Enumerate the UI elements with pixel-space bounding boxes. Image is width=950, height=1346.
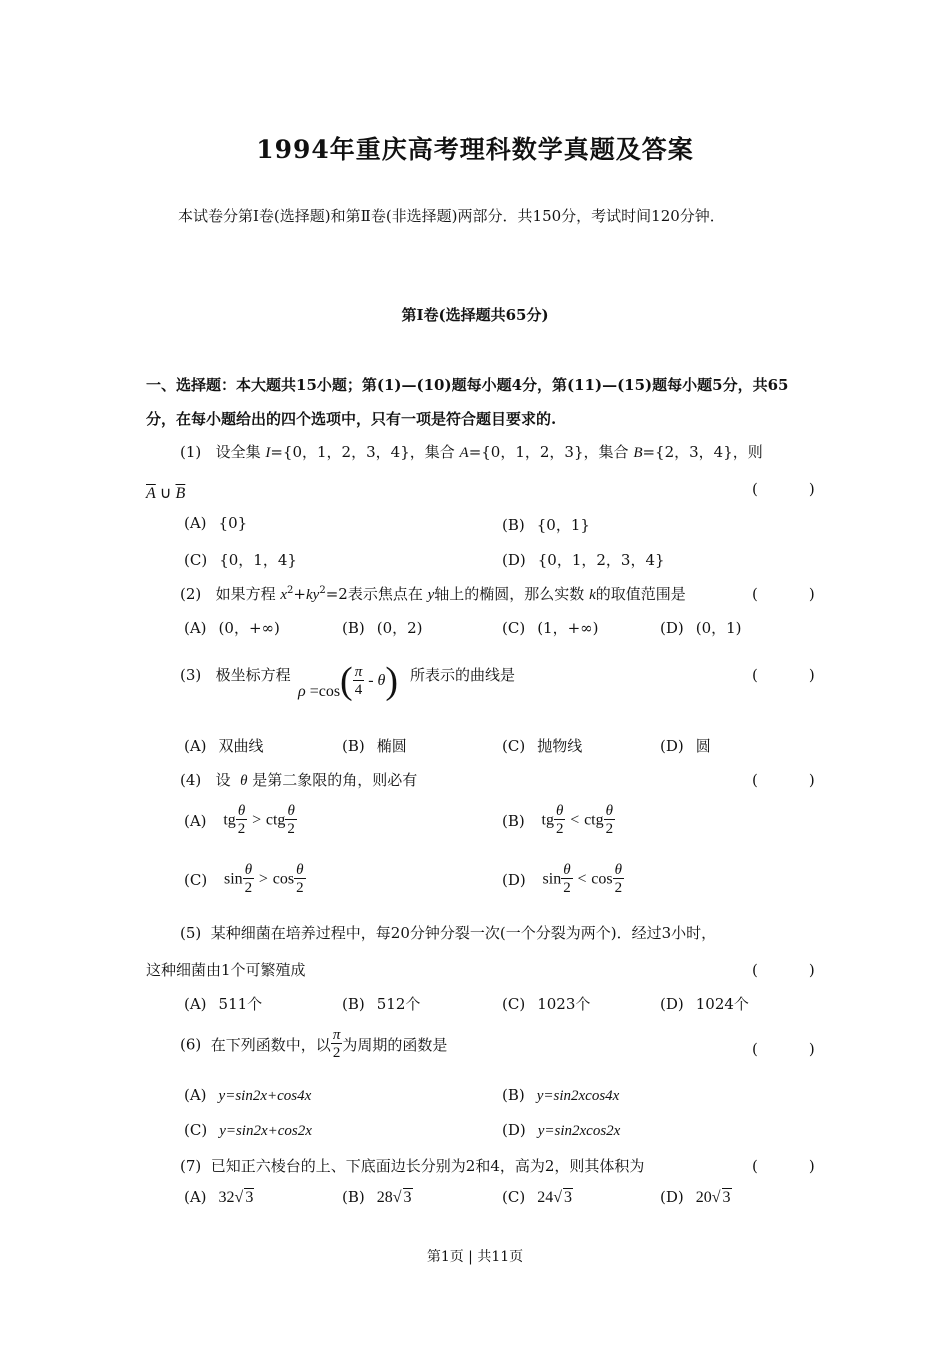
numerator: θ	[296, 862, 304, 878]
comparison-op: <	[570, 811, 580, 829]
numerator: θ	[614, 862, 623, 878]
numerator: θ	[556, 803, 564, 819]
comparison-op: >	[252, 811, 262, 829]
option-label: (C)	[184, 551, 208, 569]
option-d	[502, 549, 665, 570]
question-6	[180, 1028, 447, 1061]
right-paren: )	[385, 660, 399, 702]
func-1: sin	[542, 870, 562, 888]
q1-text-2: ={0，1，2，3，4}，集合	[270, 443, 455, 461]
q2-exp-2: 2	[319, 585, 326, 596]
sqrt-icon: √	[234, 1189, 244, 1206]
equals-cos: =cos	[309, 683, 341, 700]
option-text: 椭圆	[376, 737, 407, 755]
option-text: 1023个	[537, 995, 591, 1013]
comparison-op: >	[258, 870, 268, 888]
q2-plus: +	[293, 585, 306, 603]
question-5	[180, 922, 716, 943]
option-a	[184, 617, 280, 638]
question-number: (5)	[180, 924, 202, 942]
coefficient: 20	[695, 1189, 712, 1206]
answer-blank: ( )	[752, 961, 833, 979]
numerator: θ	[605, 803, 614, 819]
option-c	[502, 1188, 573, 1207]
theta-over-2	[294, 863, 306, 896]
option-a	[184, 514, 247, 532]
option-b	[502, 1086, 619, 1105]
option-a	[184, 1188, 254, 1207]
instructions: 一、选择题：本大题共15小题；第(1)—(10)题每小题4分，第(11)—(15)题每小题5分，共65分，在每小题给出的四个选项中，只有一项是符合题目要求的.	[146, 376, 789, 428]
question-4	[180, 769, 417, 790]
answer-blank: ( )	[752, 585, 833, 603]
option-text: 双曲线	[218, 737, 264, 755]
option-b	[342, 1188, 413, 1207]
option-text: {0，1，2，3，4}	[537, 551, 665, 569]
radicand: 3	[245, 1189, 254, 1206]
q1-text-3: ={0，1，2，3}，集合	[468, 443, 629, 461]
q1-expression	[146, 483, 185, 503]
q2-text-1: 如果方程	[215, 585, 276, 603]
option-text: y=sin2x+cos4x	[218, 1088, 312, 1104]
denominator: 2	[614, 880, 623, 896]
radicand: 3	[722, 1189, 731, 1206]
complement-a: $\overline{A}$	[146, 485, 156, 502]
numerator: θ	[563, 862, 571, 878]
option-label: (B)	[502, 516, 525, 534]
q4-text-2: 是第二象限的角，则必有	[252, 771, 418, 789]
option-label: (B)	[342, 995, 365, 1013]
option-a	[184, 804, 297, 837]
q6-text-2: 为周期的函数是	[342, 1036, 448, 1054]
q2-exp-1: 2	[287, 585, 294, 596]
option-text: (0，2)	[376, 619, 423, 637]
option-text: {0，1}	[536, 516, 590, 534]
option-label: (D)	[502, 551, 526, 569]
theta-symbol: θ	[240, 773, 248, 789]
q2-text-3: 轴上的椭圆，那么实数	[434, 585, 585, 603]
option-label: (C)	[184, 1121, 208, 1139]
option-label: (B)	[502, 811, 525, 830]
option-label: (D)	[660, 737, 684, 755]
func-1: sin	[223, 870, 243, 888]
q2-axis-y: y	[427, 587, 435, 603]
sqrt-icon: √	[392, 1189, 402, 1206]
question-number: (1)	[180, 443, 202, 461]
complement-b: $\overline{B}$	[175, 485, 186, 502]
sqrt-icon: √	[711, 1189, 721, 1206]
option-text: (0，+∞)	[218, 619, 280, 637]
option-text: y=sin2xcos2x	[537, 1123, 621, 1139]
option-d	[660, 1188, 732, 1207]
denominator: 2	[287, 821, 295, 837]
option-c	[502, 735, 582, 756]
option-c	[184, 1121, 312, 1140]
theta-symbol: θ	[377, 672, 386, 689]
option-label: (C)	[502, 619, 526, 637]
answer-blank: ( )	[752, 771, 833, 789]
option-c	[502, 993, 590, 1014]
theta-over-2	[236, 804, 248, 837]
pi-over-2	[331, 1028, 343, 1061]
option-text: {0}	[218, 514, 248, 532]
func-1: tg	[223, 811, 236, 829]
q5-line-2: 这种细菌由1个可繁殖成	[146, 961, 306, 979]
option-label: (A)	[184, 1086, 207, 1104]
numerator: θ	[244, 862, 253, 878]
option-label: (A)	[184, 514, 207, 532]
option-label: (D)	[502, 1121, 526, 1139]
option-text: 抛物线	[537, 737, 583, 755]
theta-over-2	[285, 804, 297, 837]
option-label: (A)	[184, 619, 207, 637]
rho-symbol: ρ	[298, 683, 306, 700]
sqrt-icon: √	[553, 1189, 562, 1206]
denominator: 2	[331, 1043, 343, 1061]
func-1: tg	[541, 811, 554, 829]
section-title: 第Ⅰ卷(选择题共65分)	[401, 306, 549, 324]
question-number: (2)	[180, 585, 202, 603]
page-footer: 第1页 | 共11页	[426, 1249, 524, 1265]
option-label: (D)	[660, 995, 684, 1013]
option-label: (A)	[184, 737, 207, 755]
answer-blank: ( )	[752, 1157, 833, 1175]
denominator: 2	[605, 821, 614, 837]
option-text: {0，1，4}	[219, 551, 297, 569]
q2-text-4: 的取值范围是	[595, 585, 686, 603]
theta-over-2	[604, 804, 616, 837]
option-d	[502, 863, 624, 896]
question-7	[180, 1155, 644, 1176]
q2-text-2: =2表示焦点在	[325, 585, 423, 603]
option-d	[660, 735, 711, 756]
option-label: (A)	[184, 811, 207, 830]
denominator: 2	[563, 880, 571, 896]
option-c	[502, 617, 599, 638]
denominator: 2	[244, 880, 253, 896]
q3-text-2: 所表示的曲线是	[410, 666, 516, 684]
question-3	[180, 664, 291, 685]
q6-text-1: 在下列函数中，以	[210, 1036, 331, 1054]
option-text: 1024个	[695, 995, 749, 1013]
question-number: (6)	[180, 1035, 202, 1054]
option-b	[342, 993, 420, 1014]
q3-equation	[298, 659, 398, 703]
option-text: y=sin2x+cos2x	[219, 1123, 312, 1139]
denominator: 2	[296, 880, 304, 896]
q2-var-y: y	[312, 587, 320, 603]
minus-sign: -	[368, 672, 374, 689]
pi-over-4	[353, 665, 365, 698]
question-number: (4)	[180, 771, 202, 789]
question-1	[180, 441, 763, 462]
q4-text-1: 设	[215, 771, 231, 789]
denominator: 4	[353, 680, 365, 698]
answer-blank: ( )	[752, 1040, 833, 1058]
option-b	[502, 804, 615, 837]
radicand: 3	[563, 1189, 572, 1206]
theta-over-2	[613, 863, 625, 896]
option-c	[184, 549, 297, 570]
q1-text-4: ={2，3，4}，则	[642, 443, 763, 461]
option-text: y=sin2xcos4x	[536, 1088, 620, 1104]
answer-blank: ( )	[752, 666, 833, 684]
numerator: θ	[287, 803, 295, 819]
option-label: (D)	[660, 619, 684, 637]
option-label: (B)	[342, 737, 365, 755]
option-d	[502, 1121, 620, 1140]
q5-line-1: 某种细菌在培养过程中，每20分钟分裂一次(一个分裂为两个)．经过3小时，	[210, 924, 717, 942]
page-title: 1994年重庆高考理科数学真题及答案	[256, 135, 694, 164]
option-label: (C)	[502, 737, 526, 755]
option-label: (B)	[342, 1188, 365, 1206]
comparison-op: <	[577, 870, 587, 888]
denominator: 2	[555, 821, 564, 837]
theta-over-2	[561, 863, 573, 896]
coefficient: 32	[218, 1189, 235, 1206]
coefficient: 24	[537, 1189, 554, 1206]
q2-var-k2: k	[589, 587, 596, 603]
func-2: ctg	[265, 811, 286, 829]
coefficient: 28	[376, 1189, 393, 1206]
numerator: π	[332, 1027, 341, 1043]
func-2: cos	[272, 870, 295, 888]
q1-var-b: B	[633, 445, 643, 461]
numerator: π	[354, 663, 363, 680]
question-number: (7)	[180, 1157, 202, 1175]
q7-text: 已知正六棱台的上、下底面边长分别为2和4，高为2，则其体积为	[210, 1157, 645, 1175]
theta-over-2	[243, 863, 255, 896]
option-label: (C)	[184, 870, 208, 889]
q3-text-1: 极坐标方程	[215, 666, 291, 684]
question-number: (3)	[180, 666, 202, 684]
option-text: 圆	[695, 737, 711, 755]
func-2: ctg	[584, 811, 604, 829]
option-text: (1，+∞)	[537, 619, 599, 637]
option-d	[660, 617, 742, 638]
option-text: (0，1)	[695, 619, 742, 637]
option-b	[342, 735, 407, 756]
option-label: (B)	[342, 619, 365, 637]
option-d	[660, 993, 749, 1014]
radicand: 3	[403, 1189, 412, 1206]
question-2	[180, 583, 686, 604]
q1-text-1: 设全集	[215, 443, 261, 461]
option-label: (A)	[184, 1188, 207, 1206]
q2-var-k: k	[305, 587, 313, 603]
q1-var-a: A	[459, 445, 469, 461]
option-label: (D)	[660, 1188, 684, 1206]
option-b	[502, 514, 590, 535]
option-c	[184, 863, 306, 896]
left-paren: (	[340, 660, 353, 702]
option-a	[184, 1086, 311, 1105]
answer-blank: ( )	[752, 480, 833, 498]
option-text: 512个	[376, 995, 421, 1013]
theta-over-2	[554, 804, 566, 837]
option-label: (B)	[502, 1086, 525, 1104]
numerator: θ	[237, 803, 246, 819]
option-text: 511个	[218, 995, 263, 1013]
func-2: cos	[591, 870, 613, 888]
q1-var-i: I	[265, 445, 271, 461]
option-a	[184, 993, 262, 1014]
intro-paragraph: 本试卷分第Ⅰ卷(选择题)和第Ⅱ卷(非选择题)两部分．共150分，考试时间120分钟．	[178, 207, 725, 225]
option-label: (D)	[502, 870, 526, 889]
q2-var-x: x	[280, 587, 288, 603]
option-label: (C)	[502, 1188, 526, 1206]
denominator: 2	[237, 821, 246, 837]
option-label: (A)	[184, 995, 207, 1013]
option-a	[184, 735, 264, 756]
option-b	[342, 617, 423, 638]
union-symbol: ∪	[159, 485, 172, 502]
option-label: (C)	[502, 995, 526, 1013]
